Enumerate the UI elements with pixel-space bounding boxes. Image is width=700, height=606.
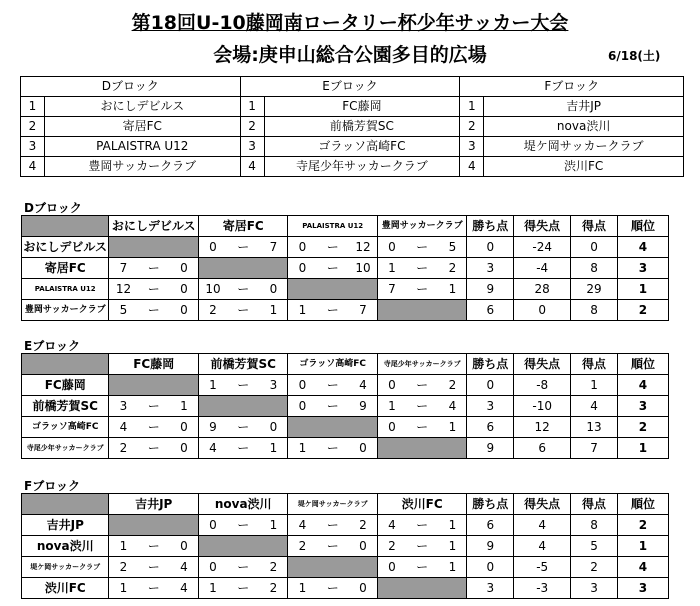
stat-header: 順位 (617, 216, 668, 237)
score-against: 1 (438, 515, 466, 536)
block-d-table (21, 215, 669, 321)
score-against: 0 (349, 536, 377, 557)
summary-team-name: 堤ケ岡サッカークラブ (484, 137, 684, 157)
score-for: 0 (377, 237, 405, 258)
goals-value: 2 (571, 557, 618, 578)
summary-seed-number: 1 (240, 97, 264, 117)
team-row (22, 375, 669, 396)
score-separator: ー (137, 396, 170, 417)
summary-row (21, 137, 684, 157)
team-row (22, 515, 669, 536)
score-for: 1 (109, 536, 137, 557)
opponent-header: nova渋川 (198, 494, 287, 515)
self-match-cell (288, 279, 377, 300)
score-separator: ー (137, 438, 170, 459)
score-separator: ー (137, 300, 170, 321)
block-f-table (21, 493, 669, 599)
points-value: 0 (467, 237, 514, 258)
block-summary-table (20, 76, 684, 177)
team-name: FC藤岡 (22, 375, 109, 396)
points-value: 6 (467, 300, 514, 321)
score-for: 0 (377, 557, 405, 578)
summary-team-name: 寺尾少年サッカークラブ (264, 157, 460, 177)
score-for: 1 (109, 578, 137, 599)
score-separator: ー (137, 536, 170, 557)
team-name: ゴラッソ高崎FC (22, 417, 109, 438)
score-separator: ー (227, 375, 260, 396)
score-against: 2 (259, 557, 287, 578)
self-match-cell (198, 536, 287, 557)
team-name: PALAISTRA U12 (22, 279, 109, 300)
score-separator: ー (227, 417, 260, 438)
score-separator: ー (316, 300, 349, 321)
team-name: 前橋芳賀SC (22, 396, 109, 417)
score-separator: ー (137, 417, 170, 438)
summary-header-row (21, 77, 684, 97)
goals-value: 8 (571, 258, 618, 279)
score-separator: ー (316, 375, 349, 396)
score-separator: ー (316, 536, 349, 557)
summary-header-d: Dブロック (21, 77, 241, 97)
rank-value: 3 (617, 396, 668, 417)
corner-cell (22, 216, 109, 237)
team-row (22, 536, 669, 557)
goals-value: 29 (571, 279, 618, 300)
goal-diff-value: -24 (514, 237, 571, 258)
rank-value: 4 (617, 557, 668, 578)
goals-value: 7 (571, 438, 618, 459)
summary-team-name: 豊岡サッカークラブ (44, 157, 240, 177)
score-for: 0 (198, 237, 226, 258)
summary-team-name: おにしデビルス (44, 97, 240, 117)
score-against: 0 (259, 279, 287, 300)
score-for: 0 (288, 237, 316, 258)
summary-seed-number: 2 (21, 117, 45, 137)
score-separator: ー (316, 515, 349, 536)
rank-value: 3 (617, 578, 668, 599)
score-for: 0 (288, 396, 316, 417)
block-header-row (22, 494, 669, 515)
rank-value: 4 (617, 375, 668, 396)
stat-header: 順位 (617, 354, 668, 375)
self-match-cell (377, 578, 466, 599)
team-row (22, 417, 669, 438)
score-against: 4 (349, 375, 377, 396)
score-for: 0 (377, 375, 405, 396)
self-match-cell (377, 438, 466, 459)
team-row (22, 279, 669, 300)
score-separator: ー (316, 258, 349, 279)
page-title: 第18回U-10藤岡南ロータリー杯少年サッカー大会 (131, 12, 569, 34)
score-against: 0 (170, 279, 198, 300)
score-against: 4 (438, 396, 466, 417)
score-against: 0 (170, 258, 198, 279)
score-separator: ー (406, 515, 439, 536)
opponent-header: 堤ケ岡サッカークラブ (288, 494, 377, 515)
summary-team-name: 寄居FC (44, 117, 240, 137)
goal-diff-value: -3 (514, 578, 571, 599)
score-for: 7 (377, 279, 405, 300)
opponent-header: 吉井JP (109, 494, 198, 515)
opponent-header: 寺尾少年サッカークラブ (377, 354, 466, 375)
score-against: 1 (438, 279, 466, 300)
self-match-cell (377, 300, 466, 321)
opponent-header: 前橋芳賀SC (198, 354, 287, 375)
score-separator: ー (406, 279, 439, 300)
score-against: 10 (349, 258, 377, 279)
goal-diff-value: -10 (514, 396, 571, 417)
points-value: 3 (467, 258, 514, 279)
rank-value: 1 (617, 536, 668, 557)
stat-header: 得点 (571, 494, 618, 515)
score-separator: ー (227, 557, 260, 578)
rank-value: 2 (617, 300, 668, 321)
score-against: 0 (170, 300, 198, 321)
score-against: 1 (259, 438, 287, 459)
score-separator: ー (227, 279, 260, 300)
team-name: 堤ケ岡サッカークラブ (22, 557, 109, 578)
score-separator: ー (316, 578, 349, 599)
goal-diff-value: 4 (514, 536, 571, 557)
score-for: 0 (377, 417, 405, 438)
score-for: 2 (109, 438, 137, 459)
score-for: 0 (198, 557, 226, 578)
self-match-cell (198, 258, 287, 279)
goals-value: 8 (571, 515, 618, 536)
block-e-label: Eブロック (24, 339, 80, 353)
score-against: 0 (170, 417, 198, 438)
rank-value: 2 (617, 515, 668, 536)
summary-seed-number: 4 (240, 157, 264, 177)
summary-team-name: 吉井JP (484, 97, 684, 117)
score-for: 4 (109, 417, 137, 438)
score-for: 4 (198, 438, 226, 459)
opponent-header: PALAISTRA U12 (288, 216, 377, 237)
team-name: 渋川FC (22, 578, 109, 599)
block-f-label: Fブロック (24, 479, 80, 493)
match-date: 6/18(土) (608, 49, 661, 63)
stat-header: 得点 (571, 354, 618, 375)
score-separator: ー (316, 396, 349, 417)
summary-seed-number: 4 (21, 157, 45, 177)
score-for: 1 (377, 396, 405, 417)
score-against: 2 (349, 515, 377, 536)
goal-diff-value: 6 (514, 438, 571, 459)
score-for: 4 (377, 515, 405, 536)
summary-seed-number: 1 (21, 97, 45, 117)
goals-value: 3 (571, 578, 618, 599)
score-against: 1 (438, 417, 466, 438)
summary-row (21, 157, 684, 177)
points-value: 9 (467, 279, 514, 300)
score-against: 0 (170, 536, 198, 557)
points-value: 6 (467, 515, 514, 536)
goals-value: 8 (571, 300, 618, 321)
team-row (22, 438, 669, 459)
summary-seed-number: 3 (21, 137, 45, 157)
summary-seed-number: 1 (460, 97, 484, 117)
points-value: 6 (467, 417, 514, 438)
block-e-table (21, 353, 669, 459)
goals-value: 4 (571, 396, 618, 417)
points-value: 9 (467, 438, 514, 459)
score-separator: ー (406, 375, 439, 396)
summary-team-name: PALAISTRA U12 (44, 137, 240, 157)
team-name: 寄居FC (22, 258, 109, 279)
summary-seed-number: 3 (240, 137, 264, 157)
summary-seed-number: 2 (460, 117, 484, 137)
score-for: 1 (288, 300, 316, 321)
stat-header: 得失点 (514, 354, 571, 375)
score-for: 0 (288, 258, 316, 279)
summary-team-name: FC藤岡 (264, 97, 460, 117)
stat-header: 得点 (571, 216, 618, 237)
score-separator: ー (137, 557, 170, 578)
score-for: 5 (109, 300, 137, 321)
score-for: 0 (198, 515, 226, 536)
stat-header: 得失点 (514, 216, 571, 237)
goal-diff-value: 0 (514, 300, 571, 321)
score-against: 9 (349, 396, 377, 417)
goals-value: 0 (571, 237, 618, 258)
goal-diff-value: -5 (514, 557, 571, 578)
score-against: 7 (259, 237, 287, 258)
score-for: 2 (198, 300, 226, 321)
goal-diff-value: -4 (514, 258, 571, 279)
score-separator: ー (137, 279, 170, 300)
score-for: 4 (288, 515, 316, 536)
points-value: 0 (467, 557, 514, 578)
summary-team-name: nova渋川 (484, 117, 684, 137)
score-against: 0 (349, 578, 377, 599)
score-for: 10 (198, 279, 226, 300)
score-for: 9 (198, 417, 226, 438)
score-against: 4 (170, 578, 198, 599)
team-row (22, 396, 669, 417)
stat-header: 得失点 (514, 494, 571, 515)
team-name: 寺尾少年サッカークラブ (22, 438, 109, 459)
score-separator: ー (227, 438, 260, 459)
score-for: 1 (288, 438, 316, 459)
score-for: 7 (109, 258, 137, 279)
goals-value: 5 (571, 536, 618, 557)
summary-row (21, 97, 684, 117)
opponent-header: FC藤岡 (109, 354, 198, 375)
self-match-cell (288, 417, 377, 438)
score-separator: ー (406, 258, 439, 279)
score-separator: ー (406, 417, 439, 438)
goal-diff-value: 4 (514, 515, 571, 536)
score-separator: ー (316, 438, 349, 459)
score-separator: ー (406, 396, 439, 417)
score-separator: ー (406, 557, 439, 578)
rank-value: 1 (617, 438, 668, 459)
team-row (22, 557, 669, 578)
team-name: nova渋川 (22, 536, 109, 557)
stat-header: 順位 (617, 494, 668, 515)
self-match-cell (109, 375, 198, 396)
score-separator: ー (227, 237, 260, 258)
score-for: 0 (288, 375, 316, 396)
score-against: 2 (438, 375, 466, 396)
block-d-label: Dブロック (24, 201, 82, 215)
score-separator: ー (137, 578, 170, 599)
score-separator: ー (316, 237, 349, 258)
team-row (22, 237, 669, 258)
opponent-header: 寄居FC (198, 216, 287, 237)
score-for: 2 (288, 536, 316, 557)
score-against: 4 (170, 557, 198, 578)
venue-subtitle: 会場:庚申山総合公園多目的広場 (213, 44, 487, 66)
points-value: 3 (467, 396, 514, 417)
score-for: 1 (288, 578, 316, 599)
opponent-header: ゴラッソ高崎FC (288, 354, 377, 375)
summary-row (21, 117, 684, 137)
score-for: 3 (109, 396, 137, 417)
block-header-row (22, 354, 669, 375)
summary-team-name: ゴラッソ高崎FC (264, 137, 460, 157)
score-separator: ー (227, 300, 260, 321)
corner-cell (22, 494, 109, 515)
score-separator: ー (406, 237, 439, 258)
summary-seed-number: 3 (460, 137, 484, 157)
team-row (22, 578, 669, 599)
score-against: 1 (170, 396, 198, 417)
rank-value: 4 (617, 237, 668, 258)
score-against: 2 (259, 578, 287, 599)
summary-seed-number: 2 (240, 117, 264, 137)
score-against: 1 (259, 300, 287, 321)
self-match-cell (198, 396, 287, 417)
summary-header-e: Eブロック (240, 77, 460, 97)
self-match-cell (288, 557, 377, 578)
score-for: 1 (377, 258, 405, 279)
self-match-cell (109, 237, 198, 258)
summary-team-name: 前橋芳賀SC (264, 117, 460, 137)
score-against: 3 (259, 375, 287, 396)
score-against: 0 (349, 438, 377, 459)
team-row (22, 300, 669, 321)
points-value: 0 (467, 375, 514, 396)
rank-value: 1 (617, 279, 668, 300)
goal-diff-value: 28 (514, 279, 571, 300)
team-name: おにしデビルス (22, 237, 109, 258)
goals-value: 1 (571, 375, 618, 396)
score-against: 0 (170, 438, 198, 459)
score-against: 5 (438, 237, 466, 258)
summary-seed-number: 4 (460, 157, 484, 177)
points-value: 3 (467, 578, 514, 599)
score-separator: ー (227, 515, 260, 536)
score-separator: ー (406, 536, 439, 557)
rank-value: 2 (617, 417, 668, 438)
score-separator: ー (137, 258, 170, 279)
rank-value: 3 (617, 258, 668, 279)
score-for: 2 (377, 536, 405, 557)
score-for: 1 (198, 578, 226, 599)
team-name: 豊岡サッカークラブ (22, 300, 109, 321)
goal-diff-value: 12 (514, 417, 571, 438)
stat-header: 勝ち点 (467, 354, 514, 375)
opponent-header: 豊岡サッカークラブ (377, 216, 466, 237)
corner-cell (22, 354, 109, 375)
score-against: 1 (438, 557, 466, 578)
score-against: 2 (438, 258, 466, 279)
summary-team-name: 渋川FC (484, 157, 684, 177)
score-separator: ー (227, 578, 260, 599)
self-match-cell (109, 515, 198, 536)
score-against: 7 (349, 300, 377, 321)
opponent-header: 渋川FC (377, 494, 466, 515)
score-against: 12 (349, 237, 377, 258)
block-header-row (22, 216, 669, 237)
score-for: 2 (109, 557, 137, 578)
team-name: 吉井JP (22, 515, 109, 536)
stat-header: 勝ち点 (467, 216, 514, 237)
score-for: 1 (198, 375, 226, 396)
stat-header: 勝ち点 (467, 494, 514, 515)
opponent-header: おにしデビルス (109, 216, 198, 237)
score-against: 1 (259, 515, 287, 536)
goals-value: 13 (571, 417, 618, 438)
score-for: 12 (109, 279, 137, 300)
summary-header-f: Fブロック (460, 77, 684, 97)
score-against: 0 (259, 417, 287, 438)
goal-diff-value: -8 (514, 375, 571, 396)
score-against: 1 (438, 536, 466, 557)
team-row (22, 258, 669, 279)
points-value: 9 (467, 536, 514, 557)
